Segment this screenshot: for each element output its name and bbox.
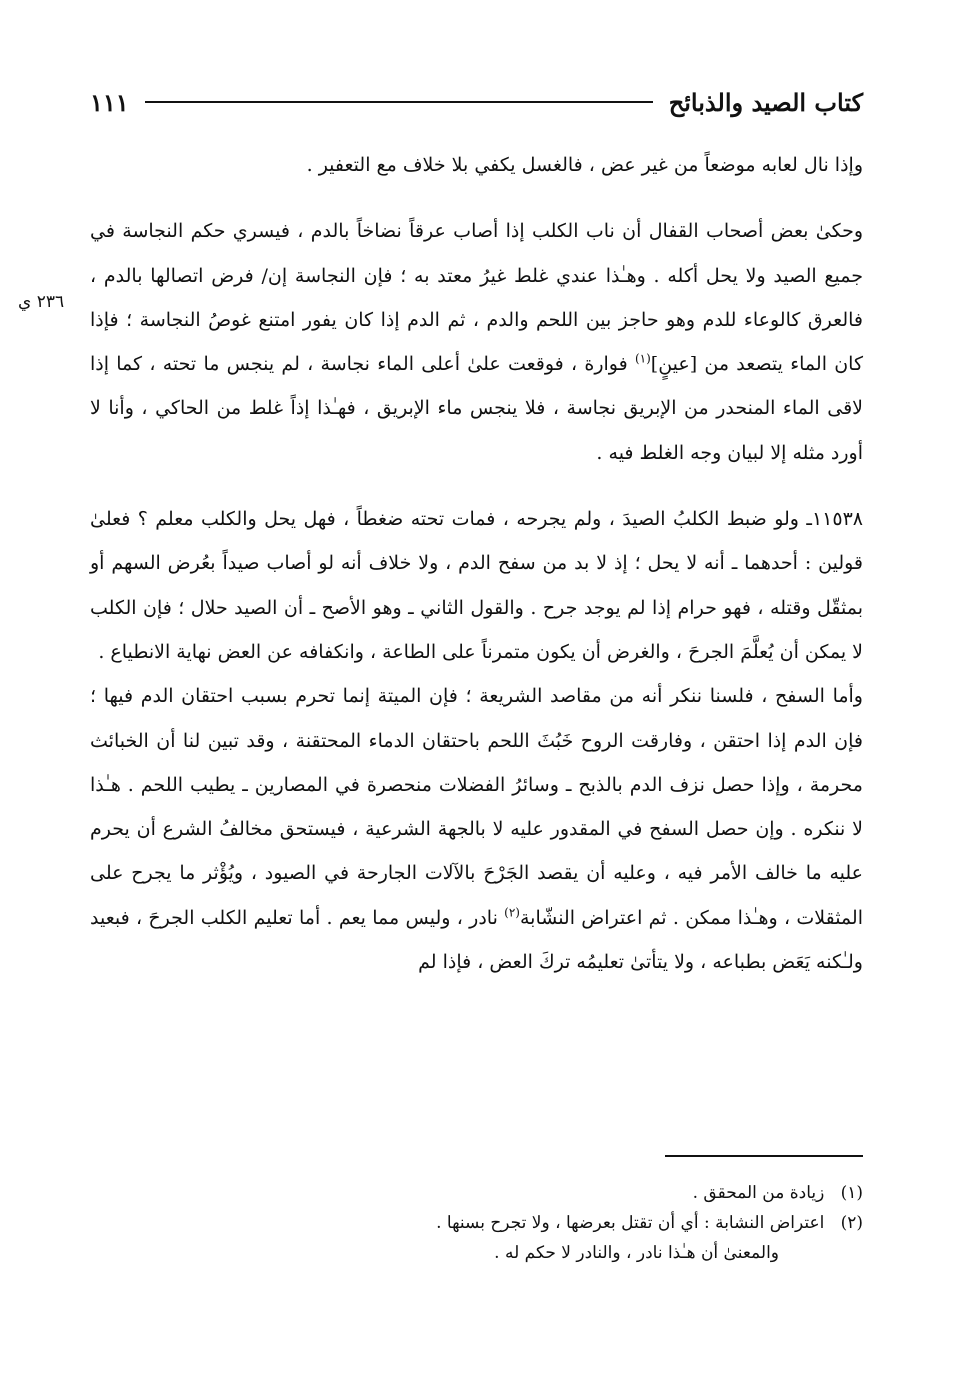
footnote-text: زيادة من المحقق . xyxy=(692,1183,825,1203)
footnote-item xyxy=(200,1238,863,1268)
paragraph-text: وأما السفح ، فلسنا ننكر أنه من مقاصد الشريعة ؛ فإن الميتة إنما تحرم بسبب احتقان الدم فيها ؛ فإن الدم إذا احتقن ، وفارقت الروح خَبُثَ اللحم باحتقان الدماء المحتقنة ، وقد تبين لنا أن الخبائث محرمة ، وإذا حصل نزف الدم بالذبح ـ وسائرُ الفضلات منحصرة في المصارين ـ يطيب اللحم . هـٰذا لا ننكره . وإن حصل السفح في المقدور عليه لا بالجهة الشرعية ، فيستحق مخالفُ الشرع أن يحرم عليه ما خالف الأمر فيه ، وعليه أن يقصد الجَرْحَ بالآلات الجارحة في الصيود ، ويُؤْثر ما يجرح على المثقلات ، وهـٰذا ممكن . ثم اعتراض النشّابة xyxy=(90,685,863,929)
footnote-marker: (١) xyxy=(634,351,651,366)
running-header xyxy=(90,82,863,122)
paragraph xyxy=(90,674,863,984)
footnote-item xyxy=(200,1208,863,1238)
footnote-text: اعتراض النشابة : أي أن تقتل بعرضها ، ولا تجرح بسنها . xyxy=(436,1213,825,1233)
paragraph xyxy=(90,143,863,187)
paragraph-text: ١١٥٣٨ـ ولو ضبط الكلبُ الصيدَ ، ولم يجرحه ، فمات تحته ضغطاً ، فهل يحل والكلب معلم ؟ فعلىٰ قولين : أحدهما ـ أنه لا يحل ؛ إذ لا بد من سفح الدم ، ولا خلاف أنه لو أصاب صيداً بعُرض السهم أو بمثقّل وقتله ، فهو حرام إذا لم يوجد جرح . والقول الثاني ـ وهو الأصح ـ أن الصيد حلال ؛ فإن الكلب لا يمكن أن يُعلَّمَ الجرحَ ، والغرض أن يكون متمرناً على الطاعة ، وانكفافه عن العض نهاية الانطياع . xyxy=(90,508,863,663)
paragraph-text: وإذا نال لعابه موضعاً من غير عض ، فالغسل يكفي بلا خلاف مع التعفير . xyxy=(306,154,863,176)
paragraph-text: وحكىٰ بعض أصحاب القفال أن ناب الكلب إذا أصاب عرقاً نضاخاً بالدم ، فيسري حكم النجاسة في جميع الصيد ولا يحل أكله . وهـٰذا عندي غلط غيرُ معتد به ؛ فإن النجاسة إن/ فرض اتصالها بالدم ، فالعرق كالوعاء للدم وهو حاجز بين اللحم والدم ، ثم الدم إذا كان يفور امتنع غوصُ النجاسة ؛ فإذا كان الماء يتصعد من [عينٍ] xyxy=(90,220,864,376)
footnote-item xyxy=(200,1178,863,1208)
main-text xyxy=(90,143,863,984)
footnote-rule xyxy=(665,1155,863,1157)
paragraph xyxy=(90,497,863,674)
paragraph-text: نادر ، وليس مما يعم . أما تعليم الكلب الجرحَ ، فبعيد ولـٰكنه يَعَض بطباعه ، ولا يتأتىٰ تعليمُه تركَ العض ، فإذا لم xyxy=(90,906,863,974)
margin-reference: ٢٣٦ ي xyxy=(18,292,65,312)
page-number: ١١١ xyxy=(90,87,129,117)
footnote-text: والمعنىٰ أن هـٰذا نادر ، والنادر لا حكم له . xyxy=(494,1243,779,1263)
footnotes xyxy=(200,1178,863,1268)
header-rule xyxy=(145,101,653,103)
footnote-marker: (٢) xyxy=(504,905,520,920)
footnote-number: (١) xyxy=(840,1183,863,1203)
chapter-title: كتاب الصيد والذبائح xyxy=(668,87,863,117)
paragraph-text: فوارة ، فوقعت علىٰ أعلى الماء نجاسة ، لم ينجس ما تحته ، كما إذا لاقى الماء المنحدر من الإبريق نجاسة ، فلا ينجس ماء الإبريق ، فهـٰذا إذاً غلط من الحاكي ، وأنا لا أورد مثله إلا لبيان وجه الغلط فيه . xyxy=(90,353,863,464)
paragraph xyxy=(90,209,863,475)
footnote-number: (٢) xyxy=(840,1213,863,1233)
